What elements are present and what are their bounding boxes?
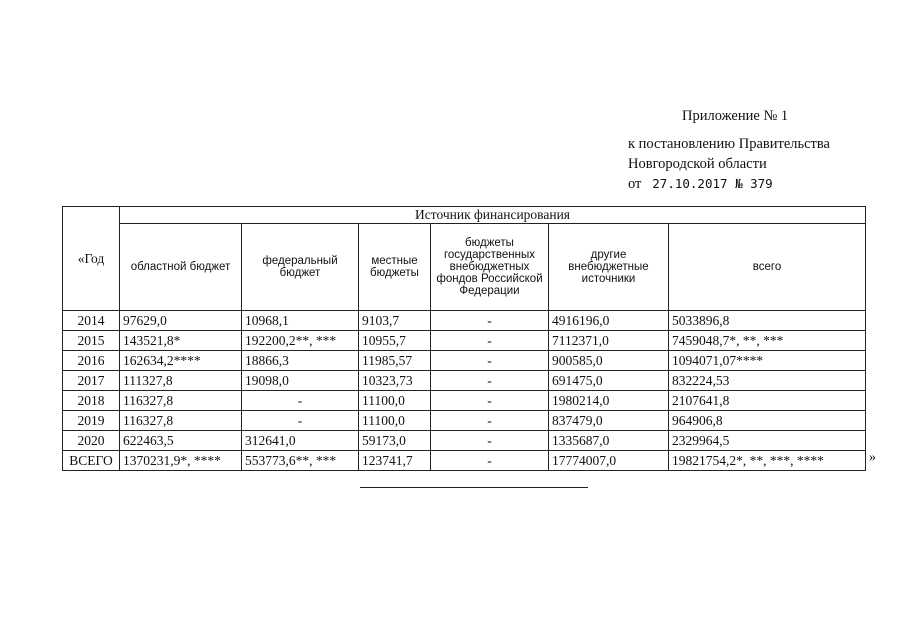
cell-total: 7459048,7*, **, ***: [669, 331, 866, 351]
resolution-date-number: 27.10.2017 № 379: [652, 176, 773, 191]
table-row: [63, 431, 866, 451]
cell-regional: 111327,8: [120, 371, 242, 391]
column-header-federal: федеральный бюджет: [242, 224, 359, 311]
cell-total: 964906,8: [669, 411, 866, 431]
table-row: [63, 351, 866, 371]
cell-federal: -: [242, 411, 359, 431]
closing-quote-mark: »: [869, 450, 876, 465]
cell-state-funds: -: [431, 391, 549, 411]
funding-source-header: Источник финансирования: [120, 207, 866, 224]
cell-year: 2015: [63, 331, 120, 351]
column-header-other: другие внебюджетные источники: [549, 224, 669, 311]
cell-federal: 19098,0: [242, 371, 359, 391]
cell-state-funds: -: [431, 311, 549, 331]
funding-table: [62, 206, 866, 471]
date-prefix: от: [628, 176, 642, 192]
cell-other: 7112371,0: [549, 331, 669, 351]
resolution-line: к постановлению Правительства: [628, 136, 830, 152]
cell-regional: 116327,8: [120, 391, 242, 411]
cell-local: 11985,57: [359, 351, 431, 371]
cell-other: 4916196,0: [549, 311, 669, 331]
cell-regional: 97629,0: [120, 311, 242, 331]
cell-regional: 143521,8*: [120, 331, 242, 351]
cell-total: 19821754,2*, **, ***, ****: [669, 451, 866, 471]
table-header-row-1: [63, 207, 866, 224]
cell-local: 9103,7: [359, 311, 431, 331]
column-header-local: местные бюджеты: [359, 224, 431, 311]
cell-total: 2107641,8: [669, 391, 866, 411]
cell-local: 10955,7: [359, 331, 431, 351]
resolution-date-line: [628, 174, 898, 194]
table-row: [63, 311, 866, 331]
cell-local: 123741,7: [359, 451, 431, 471]
cell-other: 691475,0: [549, 371, 669, 391]
cell-local: 59173,0: [359, 431, 431, 451]
cell-state-funds: -: [431, 431, 549, 451]
cell-state-funds: -: [431, 351, 549, 371]
cell-year: 2019: [63, 411, 120, 431]
cell-federal: 10968,1: [242, 311, 359, 331]
column-header-state-funds: бюджеты государственных внебюджетных фондов Российской Федерации: [431, 224, 549, 311]
cell-federal: -: [242, 391, 359, 411]
cell-other: 837479,0: [549, 411, 669, 431]
cell-federal: 192200,2**, ***: [242, 331, 359, 351]
cell-state-funds: -: [431, 451, 549, 471]
table-row: [63, 391, 866, 411]
cell-other: 17774007,0: [549, 451, 669, 471]
cell-year: 2014: [63, 311, 120, 331]
cell-year: ВСЕГО: [63, 451, 120, 471]
appendix-header: [628, 106, 898, 194]
cell-year: 2020: [63, 431, 120, 451]
cell-year: 2017: [63, 371, 120, 391]
cell-regional: 1370231,9*, ****: [120, 451, 242, 471]
cell-federal: 312641,0: [242, 431, 359, 451]
cell-regional: 622463,5: [120, 431, 242, 451]
cell-total: 1094071,07****: [669, 351, 866, 371]
cell-other: 1980214,0: [549, 391, 669, 411]
cell-other: 900585,0: [549, 351, 669, 371]
cell-local: 11100,0: [359, 411, 431, 431]
appendix-title: Приложение № 1: [682, 108, 789, 124]
column-header-regional: областной бюджет: [120, 224, 242, 311]
column-header-total: всего: [669, 224, 866, 311]
cell-year: 2018: [63, 391, 120, 411]
separator-line: [360, 487, 588, 488]
cell-other: 1335687,0: [549, 431, 669, 451]
table-header-row-2: [63, 224, 866, 311]
table-row: [63, 331, 866, 351]
cell-federal: 18866,3: [242, 351, 359, 371]
cell-total: 2329964,5: [669, 431, 866, 451]
cell-federal: 553773,6**, ***: [242, 451, 359, 471]
cell-state-funds: -: [431, 331, 549, 351]
cell-state-funds: -: [431, 371, 549, 391]
table-row: [63, 371, 866, 391]
cell-year: 2016: [63, 351, 120, 371]
cell-total: 5033896,8: [669, 311, 866, 331]
region-line: Новгородской области: [628, 156, 767, 172]
cell-state-funds: -: [431, 411, 549, 431]
cell-regional: 116327,8: [120, 411, 242, 431]
cell-regional: 162634,2****: [120, 351, 242, 371]
table-row: [63, 411, 866, 431]
cell-local: 10323,73: [359, 371, 431, 391]
table-row-total: [63, 451, 866, 471]
cell-local: 11100,0: [359, 391, 431, 411]
year-column-header: «Год: [63, 207, 120, 311]
cell-total: 832224,53: [669, 371, 866, 391]
